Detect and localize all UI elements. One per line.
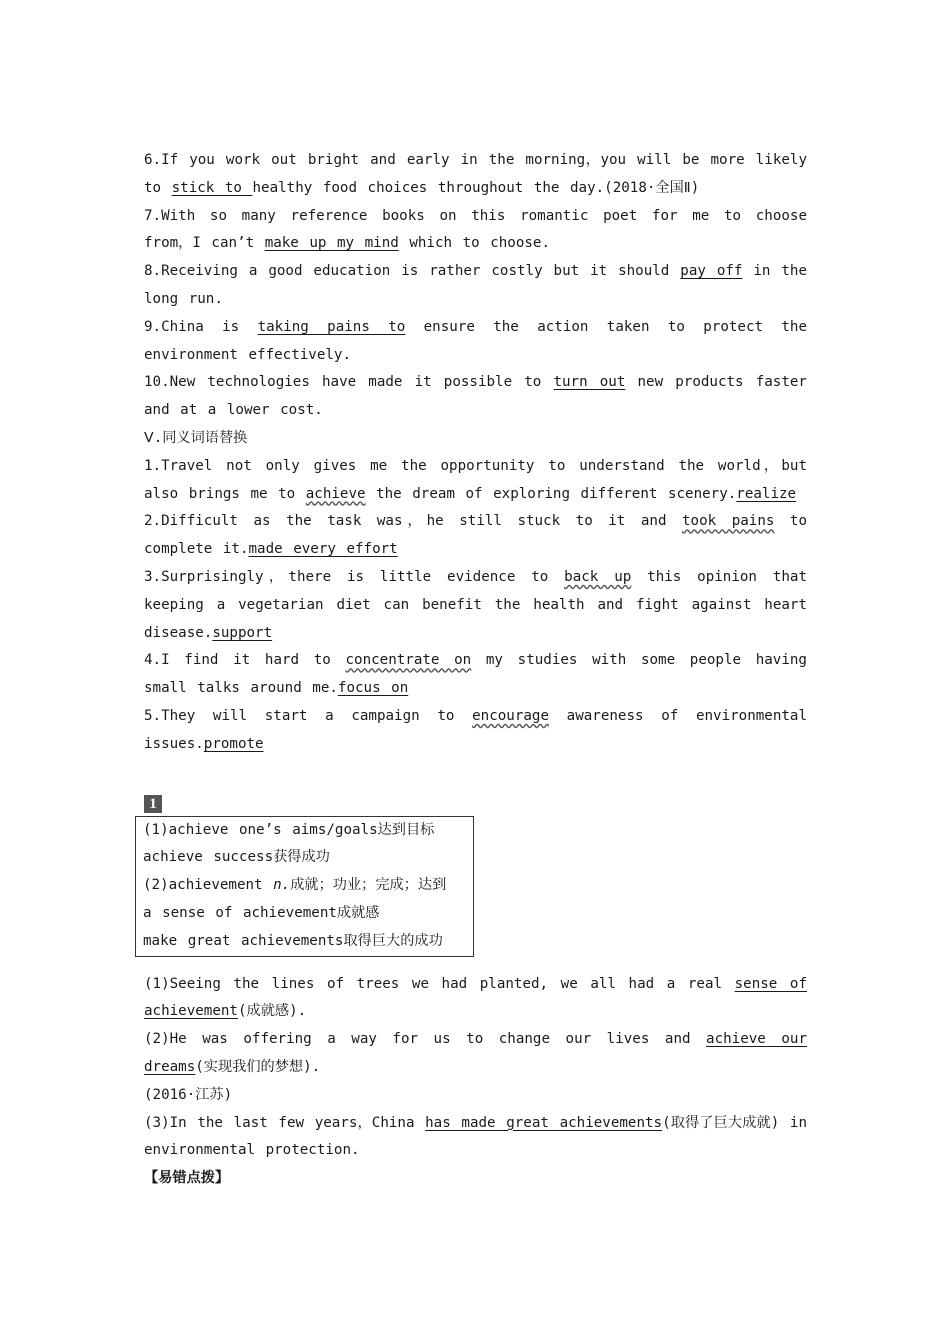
answer-blank: realize (736, 485, 797, 502)
synonym-item-5: 5.They will start a campaign to encourage awareness of environmental issues.promote (144, 707, 807, 752)
exercise-item-10: 10.New technologies have made it possible to turn out new products faster and at a lower cost. (144, 374, 807, 419)
answer-blank: sense of achievement (144, 975, 807, 1020)
box-line: achieve success获得成功 (143, 849, 330, 866)
example-source: (2016·江苏) (144, 1086, 233, 1103)
answer-blank: stick to (171, 179, 253, 196)
exercise-item-9: 9.China is taking pains to ensure the action taken to protect the environment effectively. (144, 318, 808, 363)
target-phrase: concentrate on (345, 652, 472, 669)
tip-heading: 【易错点拨】 (144, 1170, 230, 1187)
box-line: (1)achieve one’s aims/goals达到目标 (143, 821, 435, 838)
answer-blank: has made great achievements (425, 1114, 663, 1131)
target-phrase: took pains (682, 513, 775, 530)
answer-blank: achieve our dreams (144, 1031, 807, 1075)
answer-blank: support (212, 624, 273, 641)
answer-blank: make up my mind (264, 235, 399, 252)
exercise-item-7: 7.With so many reference books on this romantic poet for me to choose from，I can’t make up my mind which to choose. (144, 207, 807, 252)
answer-blank: taking pains to (257, 318, 406, 335)
answer-blank: focus on (337, 680, 409, 697)
answer-blank: turn out (553, 374, 626, 391)
exercise-v-list (144, 453, 807, 759)
synonym-item-2: 2.Difficult as the task was，he still stuck to it and took pains to complete it.made every effort (144, 513, 808, 558)
exercise-iv-list (144, 147, 807, 425)
answer-blank: promote (203, 735, 264, 752)
example-item-3: (3)In the last few years，China has made great achievements(取得了巨大成就) in environmental protection. (144, 1114, 808, 1159)
box-line: a sense of achievement成就感 (143, 904, 380, 921)
section-number-badge: 1 (144, 795, 162, 813)
synonym-item-4: 4.I find it hard to concentrate on my studies with some people having small talks around me.focus on (144, 652, 807, 697)
box-line: (2)achievement n.成就；功业；完成；达到 (143, 877, 447, 894)
synonym-item-3: 3.Surprisingly，there is little evidence to back up this opinion that keeping a vegetarian diet can benefit the health and fight against heart disease.support (144, 568, 808, 641)
box-line: make great achievements取得巨大的成功 (143, 932, 443, 949)
synonym-item-1: 1.Travel not only gives me the opportunity to understand the world，but also brings me to achieve the dream of exploring different scenery.realize (144, 457, 807, 502)
document-page (144, 147, 807, 1193)
example-list (144, 971, 807, 1166)
exercise-item-6: 6.If you work out bright and early in the morning，you will be more likely to stick to healthy food choices throughout the day.(2018·全国Ⅱ) (144, 152, 807, 196)
answer-blank: made every effort (248, 541, 398, 558)
example-item-2: (2)He was offering a way for us to change our lives and achieve our dreams(实现我们的梦想). (144, 1031, 807, 1075)
target-phrase: back up (564, 568, 632, 585)
part-of-speech: n. (273, 877, 291, 894)
example-item-1: (1)Seeing the lines of trees we had planted, we all had a real sense of achievement(成就感). (144, 975, 807, 1020)
target-phrase: encourage (472, 707, 549, 724)
exercise-item-8: 8.Receiving a good education is rather costly but it should pay off in the long run. (144, 263, 807, 307)
vocabulary-box (135, 816, 474, 957)
answer-blank: pay off (680, 263, 743, 280)
section-v-title: Ⅴ.同义词语替换 (144, 429, 248, 446)
target-phrase: achieve (305, 485, 366, 502)
spacer (144, 759, 807, 793)
